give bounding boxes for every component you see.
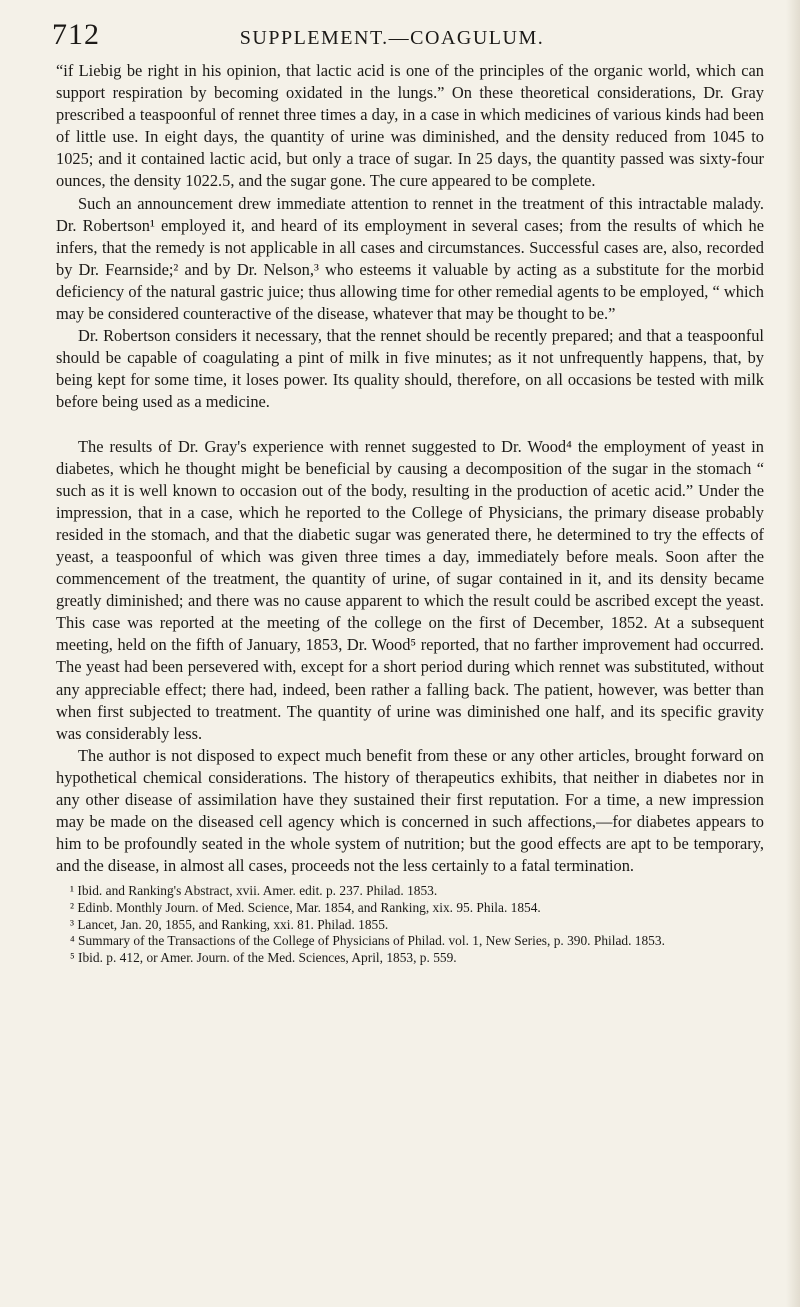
paragraph-liebig-quote: “if Liebig be right in his opinion, that lactic acid is one of the principles of the organic world, which can support respiration by becoming oxidated in the lungs.” On these theoretical considerations, Dr. Gray prescribed a teaspoonful of rennet three times a day, in a case in which medicines of various kinds had been of little use. In eight days, the quantity of urine was diminished, and the density reduced from 1045 to 1025; and it contained lactic acid, but only a trace of sugar. In 25 days, the quantity passed was sixty-four ounces, the density 1022.5, and the sugar gone. The cure appeared to be complete. (56, 61, 764, 191)
body-text (56, 60, 764, 877)
footnote-5: ⁵ Ibid. p. 412, or Amer. Journ. of the Med. Sciences, April, 1853, p. 559. (70, 950, 457, 966)
running-head: SUPPLEMENT.—COAGULUM. (239, 27, 545, 49)
paragraph-rennet-announcement: Such an announcement drew immediate attention to rennet in the treatment of this intractable malady. Dr. Robertson¹ employed it, and heard of its employment in several cases; from the results of which he infers, that the remedy is not applicable in all cases and circumstances. Successful cases are, also, recorded by Dr. Fearnside;² and by Dr. Nelson,³ who esteems it valuable by acting as a substitute for the morbid deficiency of the natural gastric juice; thus allowing time for other remedial agents to be employed, “ which may be considered counteractive of the disease, whatever that may be thought to be.” (56, 193, 764, 324)
footnote-3: ³ Lancet, Jan. 20, 1855, and Ranking, xxi. 81. Philad. 1855. (70, 916, 389, 932)
page-edge-shadow (786, 0, 800, 1307)
footnote-2: ² Edinb. Monthly Journ. of Med. Science, Mar. 1854, and Ranking, xix. 95. Phila. 1854. (70, 900, 541, 916)
footnote-1: ¹ Ibid. and Ranking's Abstract, xvii. Amer. edit. p. 237. Philad. 1853. (70, 883, 438, 899)
paragraph-rennet-preparation: Dr. Robertson considers it necessary, that the rennet should be recently prepared; and that a teaspoonful should be capable of coagulating a pint of milk in five minutes; as it not unfrequently happens, that, by being kept for some time, it loses power. Its quality should, therefore, on all occasions be tested with milk before being used as a medicine. (56, 326, 764, 412)
paragraph-yeast-experiment: The results of Dr. Gray's experience with rennet suggested to Dr. Wood⁴ the employment of yeast in diabetes, which he thought might be beneficial by causing a decomposition of the sugar in the stomach “ such as it is well known to occasion out of the body, resulting in the production of acetic acid.” Under the impression, that in a case, which he reported to the College of Physicians, the primary disease probably resided in the stomach, and that the diabetic sugar was generated there, he determined to try the effects of yeast, a teaspoonful of which was given three times a day, immediately before meals. Soon after the commencement of the treatment, the quantity of urine, of sugar contained in it, and its density became greatly diminished; and there was no cause apparent to which the result could be ascribed except the yeast. This case was reported at the meeting of the college on the first of December, 1852. At a subsequent meeting, held on the fifth of January, 1853, Dr. Wood⁵ reported, that no farther improvement had occurred. The yeast had been persevered with, except for a short period during which rennet was substituted, without any appreciable effect; there had, indeed, been rather a falling back. The patient, however, was better than when first subjected to treatment. The quantity of urine was diminished one half, and its specific gravity was considerably less. (56, 436, 764, 743)
page-header (52, 18, 764, 60)
paragraph-author-opinion: The author is not disposed to expect much benefit from these or any other articles, brought forward on hypothetical chemical considerations. The history of therapeutics exhibits, that neither in diabetes nor in any other disease of assimilation have they sustained their first reputation. For a time, a new impression may be made on the diseased cell agency which is concerned in such affections,—for diabetes appears to him to be profoundly seated in the whole system of nutrition; but the good effects are apt to be temporary, and the disease, in almost all cases, proceeds not the less certainly to a fatal termination. (56, 745, 764, 876)
footnote-4: ⁴ Summary of the Transactions of the College of Physicians of Philad. vol. 1, New Series, p. 390. Philad. 1853. (70, 933, 665, 949)
footnotes (56, 883, 764, 967)
page-number: 712 (52, 18, 100, 51)
